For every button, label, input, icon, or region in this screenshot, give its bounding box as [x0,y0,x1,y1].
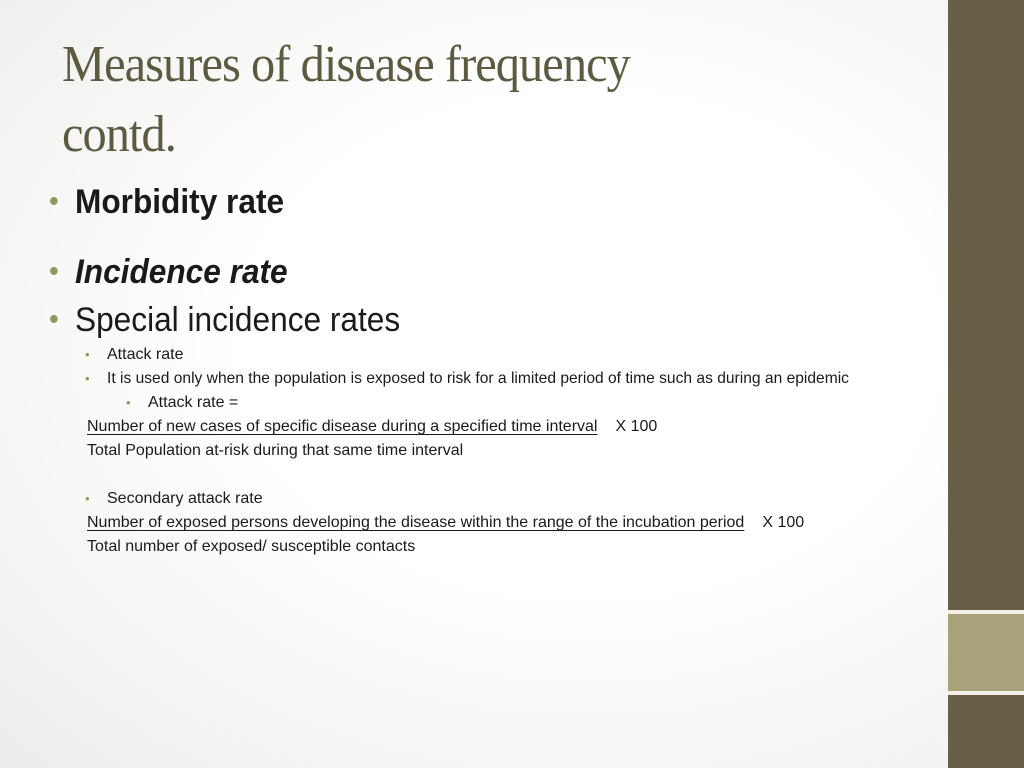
side-divider-bottom [948,691,1024,695]
sub-bullet-text: Attack rate [107,346,184,363]
secondary-rate-numerator: Number of exposed persons developing the disease within the range of the incubation period [87,514,745,531]
bullet-dot-icon: • [85,347,90,362]
secondary-rate-denominator: Total number of exposed/ susceptible contacts [87,538,416,555]
bullet-dot-icon: • [48,185,59,218]
attack-rate-multiplier: X 100 [615,418,658,435]
side-accent-block [948,614,1024,691]
bullet-dot-icon: • [48,303,59,336]
attack-rate-denominator: Total Population at-risk during that same time interval [87,442,464,459]
sub-bullet-usage [85,369,849,389]
bullet-special-incidence-rates [48,300,401,340]
secondary-rate-multiplier: X 100 [762,514,805,531]
bullet-dot-icon: • [126,395,131,410]
slide-title [62,30,630,170]
sub-bullet-text: It is used only when the population is exposed to risk for a limited period of time such as during an epidemic [107,370,849,387]
attack-rate-numerator-line [87,417,657,437]
bullet-incidence-rate [48,252,288,292]
sub-bullet-text: Attack rate = [148,394,239,411]
bullet-dot-icon: • [85,371,90,386]
bullet-text: Incidence rate [75,253,288,291]
sub-bullet-secondary-attack-rate [85,489,263,509]
bullet-text: Special incidence rates [75,301,401,339]
attack-rate-numerator: Number of new cases of specific disease during a specified time interval [87,418,598,435]
bullet-dot-icon: • [85,491,90,506]
title-line-2: contd. [62,106,176,163]
bullet-text: Morbidity rate [75,183,285,221]
sub-sub-bullet-attack-rate-eq [126,393,239,413]
bullet-dot-icon: • [48,255,59,288]
sub-bullet-text: Secondary attack rate [107,490,263,507]
bullet-morbidity-rate [48,182,285,222]
secondary-rate-numerator-line [87,513,804,533]
title-line-1: Measures of disease frequency [62,36,630,93]
sub-bullet-attack-rate [85,345,184,365]
